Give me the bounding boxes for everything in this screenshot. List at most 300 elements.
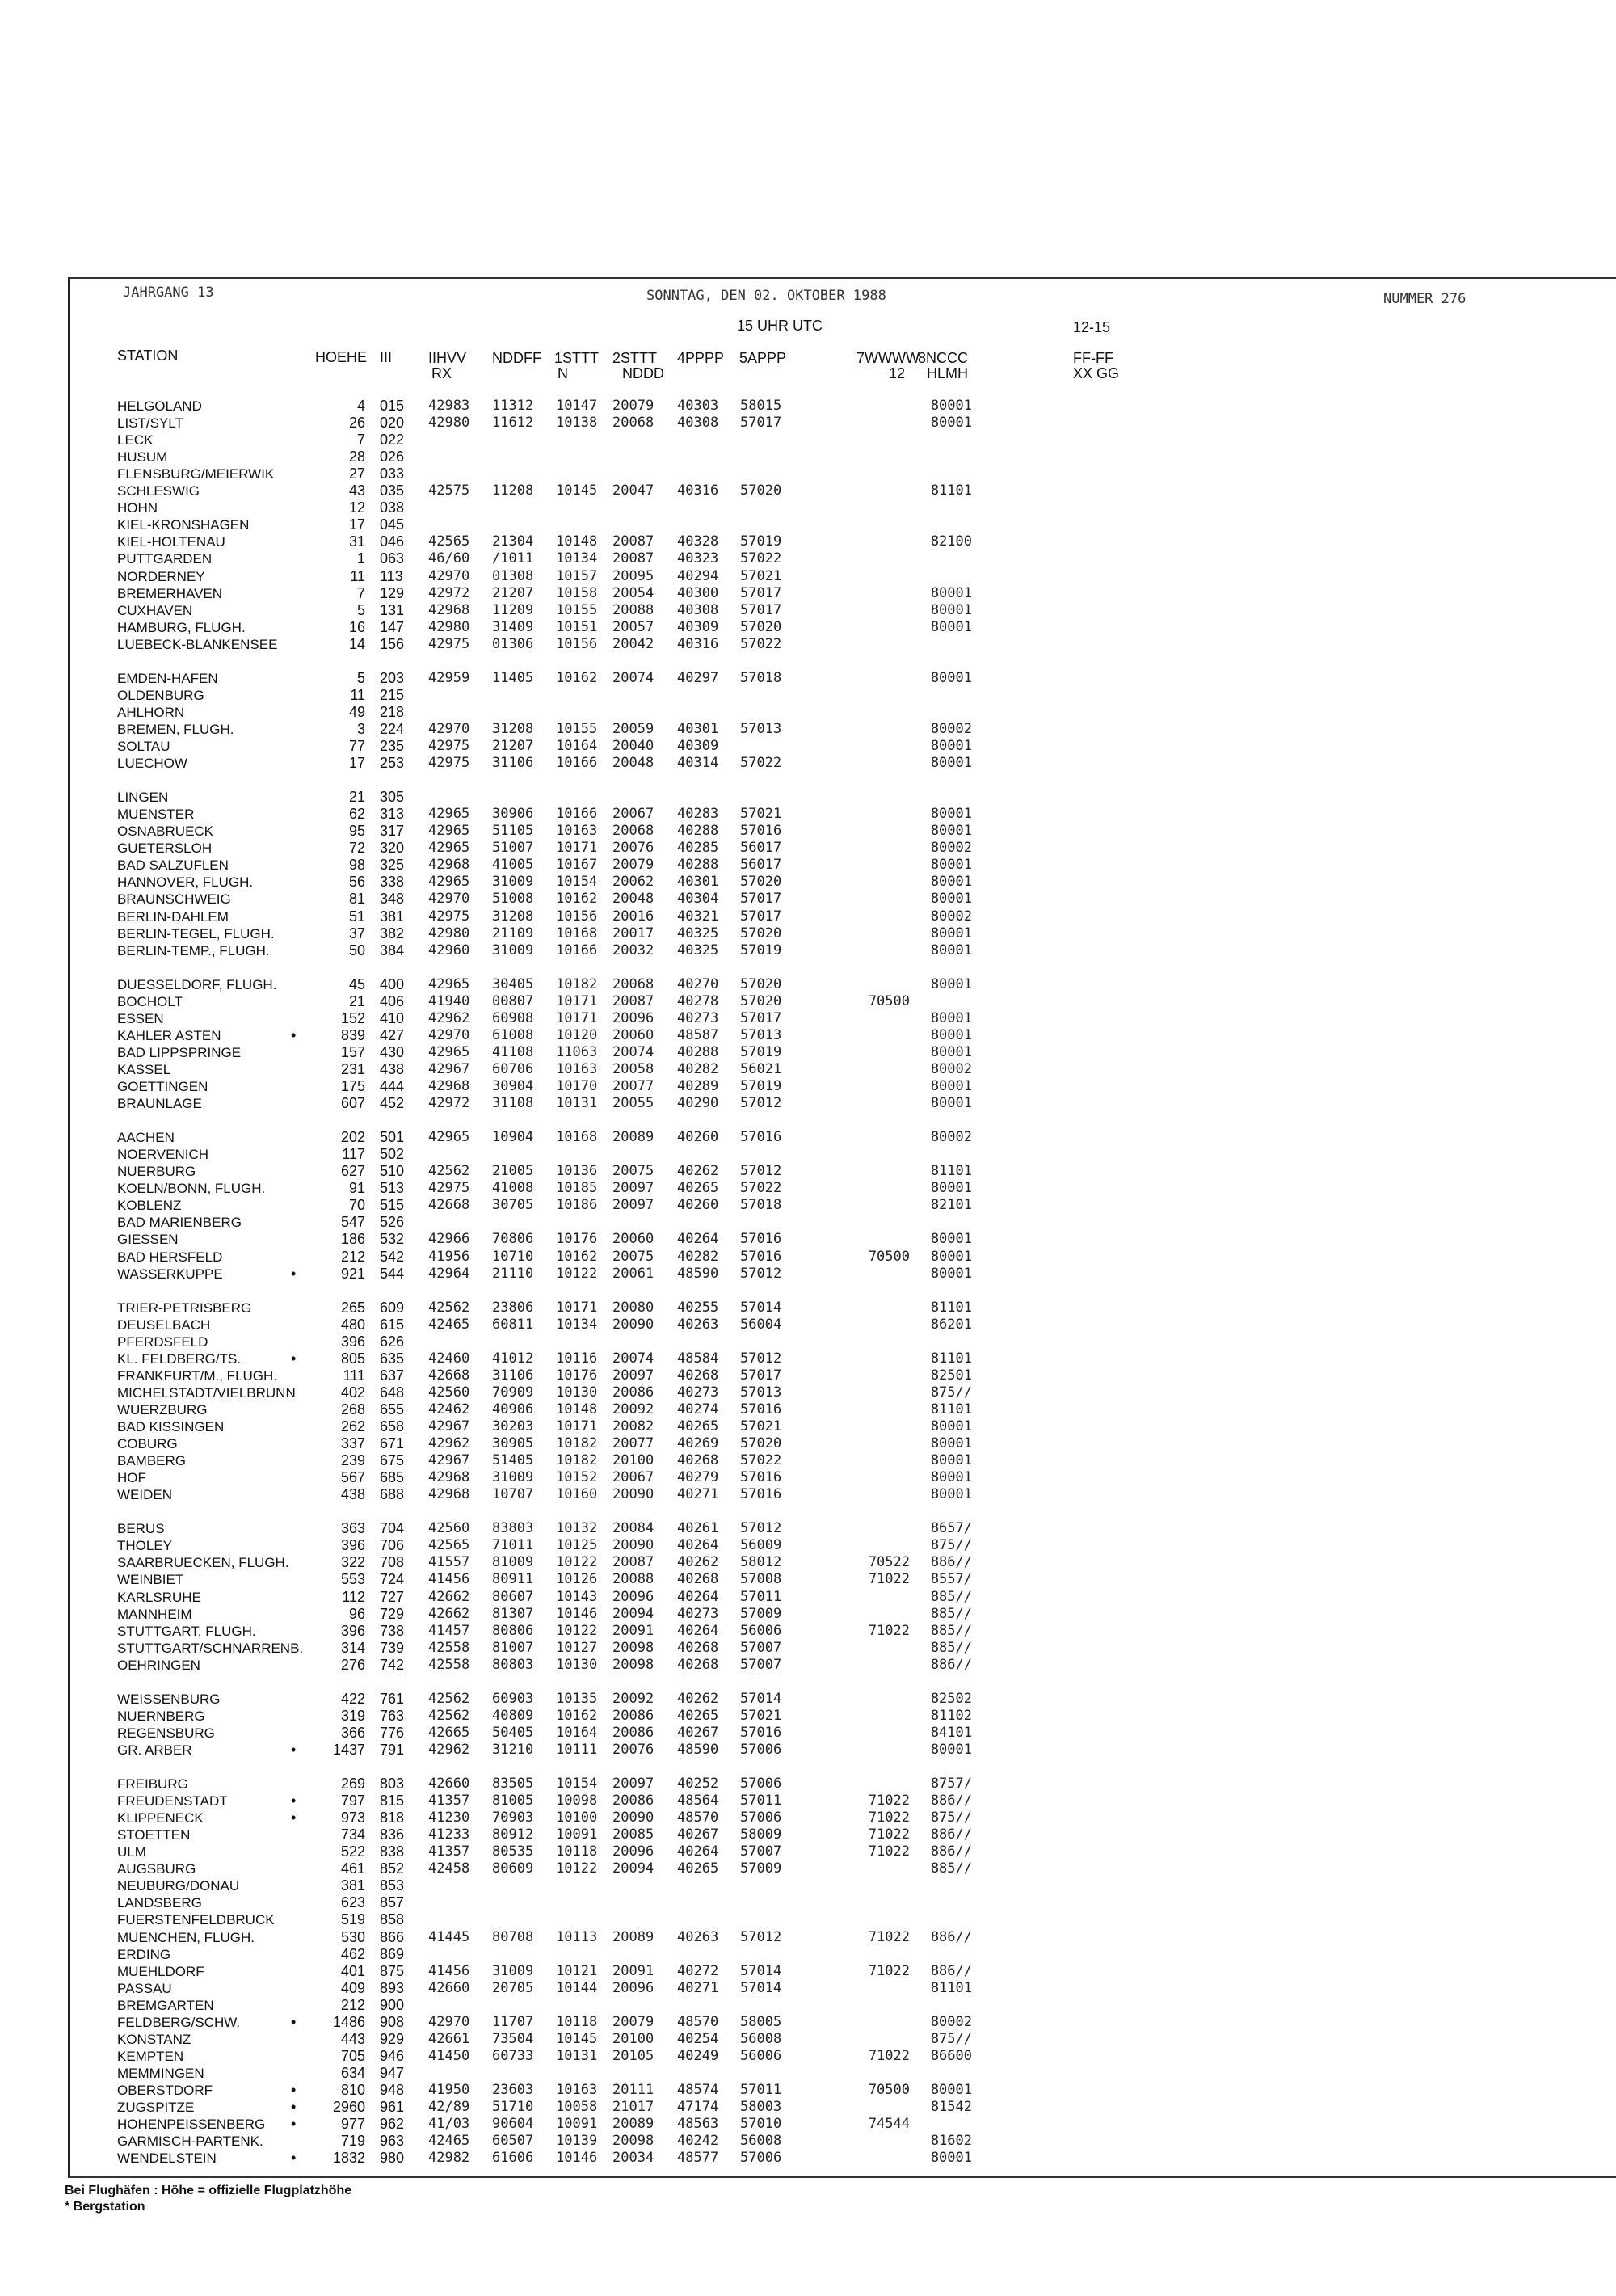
station-id: 803 [380, 1776, 405, 1792]
synop-group: 46/60 [428, 550, 470, 567]
cloud-group: 80001 [930, 2150, 972, 2167]
issue-number: NUMMER 276 [1383, 291, 1467, 307]
synop-group: 48584 [677, 1350, 719, 1367]
station-id: 626 [380, 1333, 405, 1350]
station-name: WUERZBURG [117, 1401, 208, 1418]
synop-group: 20048 [612, 755, 654, 771]
synop-group: 57008 [740, 1571, 782, 1588]
synop-group: 57014 [740, 1690, 782, 1707]
synop-group: 40268 [677, 1639, 719, 1656]
station-name: AACHEN [117, 1130, 175, 1146]
synop-group: 42665 [428, 1724, 470, 1741]
station-name: HAMBURG, FLUGH. [117, 619, 246, 635]
cloud-group: 80001 [930, 1095, 972, 1111]
synop-group: 10171 [556, 1299, 598, 1316]
synop-group: 20096 [612, 1009, 654, 1026]
synop-group: 42965 [428, 840, 470, 857]
station-name: BOCHOLT [117, 993, 183, 1009]
table-row [0, 2065, 1616, 2082]
synop-group: 20095 [612, 567, 654, 584]
station-id: 026 [380, 449, 405, 466]
station-name: BREMERHAVEN [117, 585, 223, 601]
synop-group: 40263 [677, 1928, 719, 1945]
synop-group: 83505 [492, 1776, 534, 1792]
station-id: 655 [380, 1401, 405, 1418]
station-height: 21 [348, 992, 365, 1009]
station-height: 839 [340, 1026, 365, 1043]
station-id: 791 [380, 1741, 405, 1758]
synop-group: 40267 [677, 1724, 719, 1741]
station-height: 734 [340, 1826, 365, 1843]
synop-group: 57022 [740, 550, 782, 567]
station-height: 14 [348, 635, 365, 652]
cloud-group: 80001 [930, 874, 972, 891]
synop-group: 57022 [740, 1452, 782, 1469]
synop-group: 41445 [428, 1928, 470, 1945]
station-height: 50 [348, 942, 365, 958]
synop-group: 41108 [492, 1043, 534, 1060]
synop-group: 42668 [428, 1367, 470, 1384]
synop-group: 57017 [740, 1009, 782, 1026]
cloud-group: 80001 [930, 1418, 972, 1434]
synop-group: 81307 [492, 1605, 534, 1622]
station-name: HOHENPEISSENBERG [117, 2117, 266, 2133]
synop-group: 20067 [612, 806, 654, 823]
synop-group: 10154 [556, 874, 598, 891]
station-name: BERUS [117, 1521, 165, 1537]
synop-group: 57016 [740, 1231, 782, 1248]
cloud-group: 885// [930, 1605, 972, 1622]
station-id: 739 [380, 1639, 405, 1656]
synop-group: 20097 [612, 1776, 654, 1792]
synop-group: 10162 [556, 669, 598, 686]
synop-group: 48574 [677, 2082, 719, 2098]
synop-group: 41233 [428, 1826, 470, 1843]
station-name: FREUDENSTADT [117, 1793, 228, 1809]
synop-group: 42968 [428, 1486, 470, 1503]
cloud-group: 81542 [930, 2099, 972, 2115]
station-height: 11 [350, 686, 365, 703]
synop-group: 57016 [740, 823, 782, 840]
station-name: OLDENBURG [117, 687, 204, 703]
synop-group: 83803 [492, 1520, 534, 1537]
synop-group: 10186 [556, 1197, 598, 1214]
cloud-group: 80001 [930, 398, 972, 414]
synop-group: 56008 [740, 2133, 782, 2150]
synop-group: 57021 [740, 1707, 782, 1724]
synop-group: 20089 [612, 2116, 654, 2133]
station-name: MUEHLDORF [117, 1963, 204, 1979]
station-name: DEUSELBACH [117, 1317, 211, 1333]
station-id: 908 [380, 2013, 405, 2030]
col-c6: 5APPP [739, 350, 787, 366]
cloud-group: 81101 [930, 1163, 972, 1180]
station-name: LIST/SYLT [117, 415, 183, 431]
synop-group: 40272 [677, 1962, 719, 1979]
table-row [0, 499, 1616, 516]
synop-group: 10135 [556, 1690, 598, 1707]
station-name: KOELN/BONN, FLUGH. [117, 1181, 266, 1197]
synop-group: 42975 [428, 635, 470, 652]
synop-group: 42970 [428, 567, 470, 584]
synop-group: 56006 [740, 2047, 782, 2064]
station-id: 962 [380, 2116, 405, 2133]
cloud-group: 886// [930, 1793, 972, 1809]
synop-group: 10144 [556, 1979, 598, 1996]
synop-group: 41956 [428, 1248, 470, 1265]
synop-group: 40264 [677, 1588, 719, 1605]
synop-group: 40252 [677, 1776, 719, 1792]
station-height: 396 [340, 1537, 365, 1554]
station-id: 147 [380, 618, 405, 635]
station-height: 265 [340, 1299, 365, 1316]
station-id: 671 [380, 1435, 405, 1451]
synop-group: 57021 [740, 806, 782, 823]
synop-group: 20087 [612, 1554, 654, 1571]
station-name: ZUGSPITZE [117, 2100, 195, 2115]
synop-group: 11612 [492, 415, 534, 431]
synop-group: 10167 [556, 857, 598, 874]
station-id: 658 [380, 1418, 405, 1434]
synop-group: 40268 [677, 1452, 719, 1469]
station-name: BREMEN, FLUGH. [117, 721, 234, 737]
synop-group: 42/89 [428, 2099, 470, 2115]
table-row [0, 398, 1616, 415]
synop-group: 10162 [556, 1707, 598, 1724]
cloud-group: 80002 [930, 908, 972, 925]
station-height: 12 [348, 499, 365, 516]
synop-group: 42661 [428, 2030, 470, 2047]
station-name: SCHLESWIG [117, 483, 200, 499]
synop-group: 57020 [740, 482, 782, 499]
cloud-group: 82101 [930, 1197, 972, 1214]
cloud-group: 80001 [930, 1078, 972, 1094]
table-row [0, 2150, 1616, 2167]
table-row [0, 1963, 1616, 1980]
synop-group: 10138 [556, 415, 598, 431]
station-height: 461 [340, 1860, 365, 1877]
synop-group: 20068 [612, 975, 654, 992]
synop-group: 40308 [677, 415, 719, 431]
station-id: 838 [380, 1843, 405, 1860]
table-row [0, 585, 1616, 602]
synop-group: 42980 [428, 618, 470, 635]
synop-group: 42972 [428, 584, 470, 601]
col-c3: 1STTT [554, 350, 600, 366]
synop-group: 41940 [428, 992, 470, 1009]
synop-group: 20060 [612, 1026, 654, 1043]
synop-group: 20086 [612, 1707, 654, 1724]
col-c9: FF-FF [1073, 350, 1113, 366]
synop-group: 30904 [492, 1078, 534, 1094]
weather-group: 70500 [868, 2082, 910, 2098]
synop-group: 90604 [492, 2116, 534, 2133]
station-height: 3 [356, 720, 365, 737]
station-height: 519 [340, 1911, 365, 1928]
station-name: HELGOLAND [117, 398, 202, 414]
station-height: 157 [340, 1043, 365, 1060]
cloud-group: 8757/ [930, 1776, 972, 1792]
synop-group: 10162 [556, 891, 598, 908]
synop-group: 40300 [677, 584, 719, 601]
synop-group: 40273 [677, 1384, 719, 1401]
synop-group: 57012 [740, 1265, 782, 1282]
table-row [0, 840, 1616, 857]
synop-group: 40267 [677, 1826, 719, 1843]
station-height: 51 [348, 908, 365, 925]
synop-group: 41557 [428, 1554, 470, 1571]
synop-group: 57017 [740, 908, 782, 925]
station-name: STUTTGART/SCHNARRENB. [117, 1640, 304, 1656]
synop-group: 10156 [556, 635, 598, 652]
volume-label: JAHRGANG 13 [123, 284, 214, 301]
synop-group: 42565 [428, 533, 470, 550]
station-name: SOLTAU [117, 739, 170, 754]
synop-group: 42972 [428, 1095, 470, 1111]
station-name: LINGEN [117, 790, 169, 806]
col-c7b: 12 [889, 365, 906, 381]
synop-group: 40260 [677, 1129, 719, 1146]
station-id: 218 [380, 703, 405, 720]
station-name: KARLSRUHE [117, 1589, 201, 1605]
station-name: BERLIN-TEMP., FLUGH. [117, 942, 270, 958]
station-name: STOETTEN [117, 1827, 191, 1843]
table-row [0, 2133, 1616, 2150]
station-name: KIEL-HOLTENAU [117, 534, 225, 550]
cloud-group: 80001 [930, 891, 972, 908]
synop-group: 20048 [612, 891, 654, 908]
synop-group: 10171 [556, 1418, 598, 1434]
synop-group: 42970 [428, 720, 470, 737]
station-height: 1437 [332, 1741, 365, 1758]
station-id: 381 [380, 908, 405, 925]
synop-group: 23806 [492, 1299, 534, 1316]
synop-group: 70806 [492, 1231, 534, 1248]
cloud-group: 80001 [930, 415, 972, 431]
station-height: 43 [348, 482, 365, 499]
table-row [0, 1554, 1616, 1571]
synop-group: 42562 [428, 1299, 470, 1316]
station-name: FREIBURG [117, 1776, 188, 1792]
table-row [0, 568, 1616, 585]
synop-group: 42962 [428, 1435, 470, 1451]
synop-group: 20705 [492, 1979, 534, 1996]
table-row [0, 1809, 1616, 1826]
table-row [0, 1384, 1616, 1401]
synop-group: 42558 [428, 1656, 470, 1673]
synop-group: 20040 [612, 738, 654, 754]
station-name: WENDELSTEIN [117, 2151, 217, 2167]
station-height: 1832 [332, 2150, 365, 2167]
station-id: 727 [380, 1588, 405, 1605]
station-id: 430 [380, 1043, 405, 1060]
synop-group: 40265 [677, 1860, 719, 1877]
table-row [0, 2099, 1616, 2116]
synop-group: 20080 [612, 1299, 654, 1316]
station-name: ERDING [117, 1946, 171, 1962]
station-name: GUETERSLOH [117, 840, 213, 857]
station-height: 95 [348, 823, 365, 840]
station-id: 215 [380, 686, 405, 703]
synop-group: 40249 [677, 2047, 719, 2064]
synop-group: 10158 [556, 584, 598, 601]
table-row [0, 925, 1616, 942]
synop-group: 57016 [740, 1469, 782, 1486]
synop-group: 42562 [428, 1163, 470, 1180]
table-row [0, 1095, 1616, 1112]
station-height: 21 [348, 789, 365, 806]
station-height: 16 [348, 618, 365, 635]
station-height: 152 [340, 1009, 365, 1026]
synop-group: 20088 [612, 601, 654, 618]
synop-group: 20090 [612, 1486, 654, 1503]
station-height: 322 [340, 1554, 365, 1571]
synop-group: 41357 [428, 1793, 470, 1809]
station-id: 763 [380, 1707, 405, 1724]
cloud-group: 875// [930, 2030, 972, 2047]
synop-group: 41012 [492, 1350, 534, 1367]
synop-group: 10171 [556, 1009, 598, 1026]
synop-group: 11312 [492, 398, 534, 414]
col-c3b: N [558, 365, 568, 381]
synop-group: 58012 [740, 1554, 782, 1571]
synop-group: 10111 [556, 1741, 598, 1758]
station-height: 28 [348, 449, 365, 466]
station-height: 269 [340, 1776, 365, 1792]
synop-group: 40260 [677, 1197, 719, 1214]
synop-group: 42965 [428, 975, 470, 992]
synop-group: 11707 [492, 2013, 534, 2030]
synop-group: 42982 [428, 2150, 470, 2167]
synop-group: 57016 [740, 1129, 782, 1146]
station-height: 1 [356, 550, 365, 567]
station-height: 627 [340, 1163, 365, 1180]
synop-group: 57009 [740, 1605, 782, 1622]
station-id: 015 [380, 398, 405, 414]
station-height: 401 [340, 1962, 365, 1979]
table-row [0, 1163, 1616, 1180]
table-row [0, 1078, 1616, 1095]
cloud-group: 80002 [930, 840, 972, 857]
synop-group: 58005 [740, 2013, 782, 2030]
synop-group: 57021 [740, 1418, 782, 1434]
synop-group: 61606 [492, 2150, 534, 2167]
station-id: 875 [380, 1962, 405, 1979]
synop-group: 20079 [612, 398, 654, 414]
synop-group: 20100 [612, 1452, 654, 1469]
synop-group: 42562 [428, 1707, 470, 1724]
station-id: 526 [380, 1214, 405, 1231]
synop-group: 56017 [740, 840, 782, 857]
station-height: 977 [340, 2116, 365, 2133]
table-row [0, 1249, 1616, 1266]
synop-group: 42970 [428, 2013, 470, 2030]
cloud-group: 80001 [930, 1009, 972, 1026]
station-id: 724 [380, 1571, 405, 1588]
cloud-group: 80001 [930, 2082, 972, 2098]
synop-group: 51105 [492, 823, 534, 840]
station-height: 623 [340, 1894, 365, 1911]
synop-group: 10166 [556, 806, 598, 823]
synop-group: 60903 [492, 1690, 534, 1707]
table-row [0, 1826, 1616, 1843]
synop-group: 42968 [428, 1078, 470, 1094]
cloud-group: 80001 [930, 1452, 972, 1469]
table-row [0, 993, 1616, 1010]
cloud-group: 886// [930, 1843, 972, 1860]
mountain-marker: • [291, 1809, 297, 1826]
synop-group: 42983 [428, 398, 470, 414]
station-height: 366 [340, 1724, 365, 1741]
cloud-group: 82100 [930, 533, 972, 550]
station-name: WEIDEN [117, 1487, 172, 1503]
station-id: 853 [380, 1877, 405, 1894]
cloud-group: 875// [930, 1809, 972, 1826]
synop-group: 81005 [492, 1793, 534, 1809]
station-name: NUERNBERG [117, 1708, 205, 1724]
table-row [0, 1997, 1616, 2014]
synop-group: 57018 [740, 669, 782, 686]
station-height: 363 [340, 1520, 365, 1537]
station-id: 929 [380, 2030, 405, 2047]
weather-group: 70500 [868, 992, 910, 1009]
synop-group: 42967 [428, 1060, 470, 1077]
table-row [0, 1640, 1616, 1657]
station-height: 231 [340, 1060, 365, 1077]
synop-group: 51007 [492, 840, 534, 857]
synop-group: 40288 [677, 857, 719, 874]
synop-group: 10164 [556, 738, 598, 754]
station-height: 719 [340, 2133, 365, 2150]
synop-group: 31009 [492, 874, 534, 891]
table-row [0, 670, 1616, 687]
station-height: 117 [342, 1146, 365, 1163]
station-id: 857 [380, 1894, 405, 1911]
synop-group: 40314 [677, 755, 719, 771]
table-row [0, 1266, 1616, 1283]
synop-group: 57014 [740, 1299, 782, 1316]
station-height: 17 [348, 755, 365, 771]
synop-group: 20059 [612, 720, 654, 737]
synop-group: 40262 [677, 1163, 719, 1180]
synop-group: 40301 [677, 874, 719, 891]
cloud-group: 80001 [930, 1043, 972, 1060]
station-id: 020 [380, 415, 405, 431]
synop-group: 20100 [612, 2030, 654, 2047]
synop-group: 40303 [677, 398, 719, 414]
synop-group: 10120 [556, 1026, 598, 1043]
synop-group: 21207 [492, 738, 534, 754]
synop-group: 20094 [612, 1860, 654, 1877]
synop-group: 42966 [428, 1231, 470, 1248]
col-c8b: HLMH [927, 365, 969, 381]
cloud-group: 84101 [930, 1724, 972, 1741]
table-row [0, 1231, 1616, 1248]
synop-group: 20077 [612, 1078, 654, 1094]
synop-group: 40268 [677, 1656, 719, 1673]
table-row [0, 516, 1616, 533]
synop-group: 10139 [556, 2133, 598, 2150]
cloud-group: 80001 [930, 1265, 972, 1282]
station-name: MUENCHEN, FLUGH. [117, 1929, 255, 1945]
synop-group: 20094 [612, 1605, 654, 1622]
cloud-group: 80001 [930, 755, 972, 771]
station-height: 547 [340, 1214, 365, 1231]
synop-group: 10126 [556, 1571, 598, 1588]
station-name: LUEBECK-BLANKENSEE [117, 636, 278, 652]
synop-group: 21017 [612, 2099, 654, 2115]
table-row [0, 687, 1616, 704]
